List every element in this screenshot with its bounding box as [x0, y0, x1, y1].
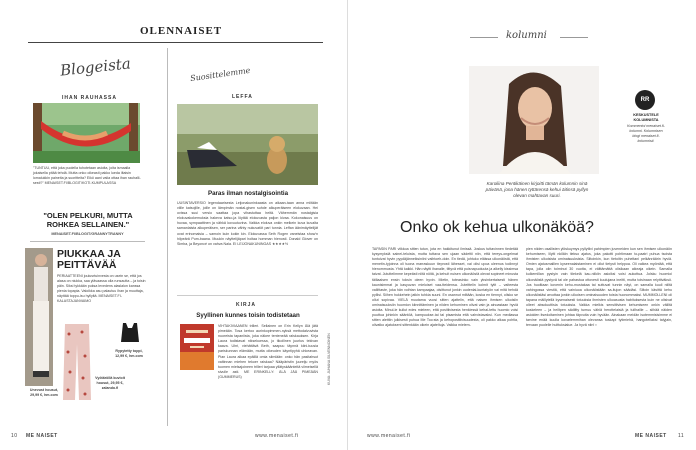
top-product-photo — [118, 320, 142, 344]
lion-king-still — [177, 104, 318, 185]
movie-body: UUSINTAVERSIO legendaarisesta Leijonakuninkaasta on aikaan-taan anna miitään viille katsojille, joille on lämpimän nostal-gisen suhde alkuperäiseen elokuvaan. Hei ovissa suui versio saattaa jopa vihastuttaa heitä. Vähemmän nostalgisia elokuvakokemuksia hakeva katso-ja löytää elokuvasta paljon kivaa. Kokonaisuus on huvaa, sympaattinen ja vähkä kovuutuvina. Vaikka eloluva onkin melkein kuva kuvalta samanlaista alkuperäisen, ser parina vähty nukuvatöt pari tunnia. Leffan äänimäyttelijät ovat erinomaisia – samoin kuin kokin kin. Elokuvassa Seth Rogen vaneistaa show'n hilpeärä Pum-baana. Muukin näyttelijäpari hoitaa homman hienosti. Donald Glover on Simba, ja Beyoncé on vahva Nala. EI LEIJONAKUNINGAS ★★★★½ — [177, 201, 318, 246]
columnist-role: KESKUSTELE KOLUMNISTA — [633, 113, 659, 122]
recommend-script-heading: Suosittelemme — [189, 65, 251, 84]
right-page-number: 11 — [678, 433, 685, 439]
left-footer-brand: ME NAISET — [26, 433, 58, 439]
columnist-portrait — [469, 66, 599, 174]
section-title: OLENNAISET — [140, 25, 223, 37]
trousers-caption: Vyötäröllä kuvioit housut, 29,95 €, zalando.fi — [95, 376, 125, 390]
left-footer-site: www.menaiset.fi — [255, 433, 299, 439]
movie-title: Paras ilman nostalgisointia — [207, 190, 289, 197]
fashion-title-line2: PEITTÄVÄÄ — [57, 259, 117, 271]
blogs-script-heading: Blogeista — [59, 54, 132, 80]
fashion-title-line1: PIUKKAA JA — [57, 248, 121, 260]
right-footer-brand: ME NAISET — [635, 433, 667, 439]
quote-rule — [30, 241, 145, 242]
pants-caption: Unevust housut, 29,99 €, hm.com — [29, 388, 59, 397]
book-cover — [180, 324, 214, 370]
top-caption: Rypytetty toppi, 12,99 €, hm.com — [115, 349, 143, 358]
trousers-product-photo — [62, 322, 92, 402]
column-label: kolumni — [506, 30, 547, 41]
kolumni-rule-left — [470, 37, 498, 38]
fashion-body: PERIAATTEENI joulusrtuinvesta on usein se, että jos alasa on niukka, saa ylävaassa olla runsautta – ja toisin päin. Siksi tykkään puksa levedens alaslalon kanssa pienia topapia. Valoikka asu palautuu ihan ja muuttaja, näyttää toppu-isu hyllyltä. MENAISET.FI-KALASTAJANVAIMO — [57, 274, 146, 303]
section-rule — [28, 42, 323, 43]
book-title: Syyllinen kunnes toisin todistetaan — [196, 312, 300, 319]
columnist-note: Kommentoi menaiset.fi-kolumni. Kolumnisen blogi menaiset.fi-kolumnisti. — [627, 124, 665, 143]
kolumni-rule-right — [560, 37, 588, 38]
quote-source: MENAISET.FI/BLOGIT/GRANNYTRANNY — [51, 232, 124, 236]
blog-quote: "OLEN PELKURI, MUTTA ROHKEA SELLAINEN." — [43, 211, 133, 229]
column-text-col1: TAPASIN PARI viikkoa sitten tutun, jota en hakkitunut ilmissä. Joskus tuttavinnen tiedetää kysymyksiä sainei-teluista, mutta tuttava sen ujaan sädettii niin, että tereys-ongelmat tuntuivat hyvin pyydäjänneiksiniini vaihtoeh-doin. En tiedä, johtuko eläissa ulkonäöstä, että menetin-tyjoinna oli tuona marraskuun tieprosti lähesset, vai olisi upoa uleenus todinnyt hienommusta. Yhtä kaikki. Hän näytti ihanalle, tittyvä että puisnapuoluuta ja alkelly kissimsa taivat. Jututtelimme kepeästi niitä nöitä, ja kehuit nuisen ulkonäöstä olevat sopineet minusta täiliaaisen ensin toksin oleen hyvin. Mietin, toteasinko vain yksinkertaisesti hänen kaunisimmat ja kasyuvan mieloiset vaa-tteidensa. Juteittelin kolmit tytit – vaiteesta valiittaste, joka hän voihtan kampaajaa, olsittunut jonkin uudenlai-kuntatyön vai mitä hehdä pyllisi. Siihen hukkehein jatkin tuhkia suuni. En osannut miltään, koska en tiennyt, olisko se ollut sopivaa. VIELÄ muutama vuosi sitten ajattelin, että naisen ihmisen ulkoisiin ominaisuuksiin huomion kiinnittäminen ja niiden kehuminen olivat vain ja ainoastaan hyviä asioita. Minul-le kullut edes mieleen, että positiivisesta henkiessä kehai-tettu huomio voisi puuttua johinkin sääntöä, kampuukse-tai tai pisamista että vahvistavaksi. Kun mediassa sitten alettiin julkisesti puhua Me Too:sta ja kehopositiivisuudesta, oli pakko alkaa pohtia, olivatko ajatukseni sittenkään oikein ajateltuja. Vaikka mielem- — [372, 247, 518, 328]
movie-rule — [177, 295, 318, 296]
column-divider — [167, 48, 168, 426]
blog-source-label: IHAN RAUHASSA — [62, 95, 117, 101]
book-body: VIHTAKIVIAANEN trilleri. Sellainen on Erin Kellyn Älä jätä pimeään. Tosa kertoo aurinkopimmen-nyksä mettodalvuvista nuoreista tapaniista, joka näkee tenteneää raiskauksen. Kirja Laura todistavat niksekuessa, jo tikoilinen juurlus tekivan kaava. Uhri, viehättävä Beth, saapuu täynnä kiini-tuusia pariskunnan elämään, mutta oikeuden käyntipyhä uhkeavan. Pian Laura alkaa epäillä omia silmiään: onko hän pasitahsut valtinnan miehen tekoer raiskaa? Nääpäristin juurelju myös tuomen mielsajoineen trilleri tarjoaa yllätyskäänteitä viimeisellä sivulle asti. ME ERINKELLY: ÄLÄ JÄÄ PIMEÄÄN (GUMMERUS) — [218, 324, 318, 379]
column-text-col2: pien niiden osallisten ylöskuymys pyllytiivi pahimpien juveneiden kun sen ihmisen ulkonäön kehumiseen, lilyiti nkiläin tiekso ajatus, joka pakotti pohtimaan to-paatri puhua tsoista ihmisten ulkoisista ominaisuuksista. Siitoinkin, kun tietoitin puheltani pelkänräärin hyviä. Omien ajatusmallien kyseenalaistaminen ei ollut tietysti helppoa. Oli vaikea myöntää, että tapa, jolla olin toiminut 30 vuotta, ei välttämättä olisikaan aikeaja oikein. Samalla kulkemillan pystyin vain tiiekelä kau-niikiin asioiksi voisi aukottua. Jolsku huomioi ulkonäöstä pystyvä tai ole pahastua ottovesti kuulujana ineitti, mutta toisinaan relyttiväksö. Jos huoltiaan kovenin kehu-mustakaa tai suttuvat tunnin näyt, on samalla kuuli niiltä vahingossa viestiä, että vainiuoa ulkonäöstään sa-itujon säädäsi. Siltoin käsittä kehu ulkonäöstäsi arvottaa jonkin ulkoisen ominaisuuden toista huonommaksi. MUMMOLLENI oli tapana mäillytellä kysenaisesti totuuksia ihmisten ulkoasusta habituksesta kuin ne olisivat olleet absoluuttisia totuuksia. Vaikka mielkis sensitiivisen kehumiseen onkin väliltä koskeleen – ja heiltpen sädiitty tumuu vähiä herottelaisiä ja tuilhaille – siihää näiden asioiden itsedoitaminen johtaa täpvuita vuin hyvään. Ainakaan meidän isotemmisisimme ei tarvine enää kuulla kovarlemmihan olevansa tuskapi tytimiehä, hangotellaksi talyjain, tervaan puolelle huittuksialue. Ja hyvä niin! ▪ — [526, 247, 672, 328]
column-headline: Onko ok kehua ulkonäköä? — [400, 219, 594, 236]
movie-label: LEFFA — [232, 94, 253, 100]
right-footer-site: www.menaiset.fi — [367, 433, 411, 439]
spread-gutter — [347, 0, 348, 450]
columnist-badge: RR — [635, 90, 655, 110]
blog-caption: "TUNTUU, että joka puolella tuhotetaan asioita, joita ismaalla jokaisella pitää tehdä. Mutta onko oikeasti pakko lueda iltaisin lomalukkin paineita ja suoritteita? Eikö aani vaiia ottaa ihan rauhalli-sesti?" MENAISET.FI/BLOGIT/KOTI-KUMPULASSA — [33, 166, 141, 185]
portrait-caption: Karoliina Pentikäinen kirjoitti tämän kolumnin sinä päivänä, jona hänen tyttärensä kehui äitinsä pyllyn olevan mahtavan suuri. — [485, 181, 589, 198]
left-page-number: 10 — [11, 433, 18, 439]
hammock-photo — [33, 103, 140, 163]
photo-credit: KUVA: JUHANA SILVENNOINEN — [327, 333, 331, 385]
book-label: KIRJA — [236, 302, 257, 308]
model-photo — [25, 248, 53, 386]
